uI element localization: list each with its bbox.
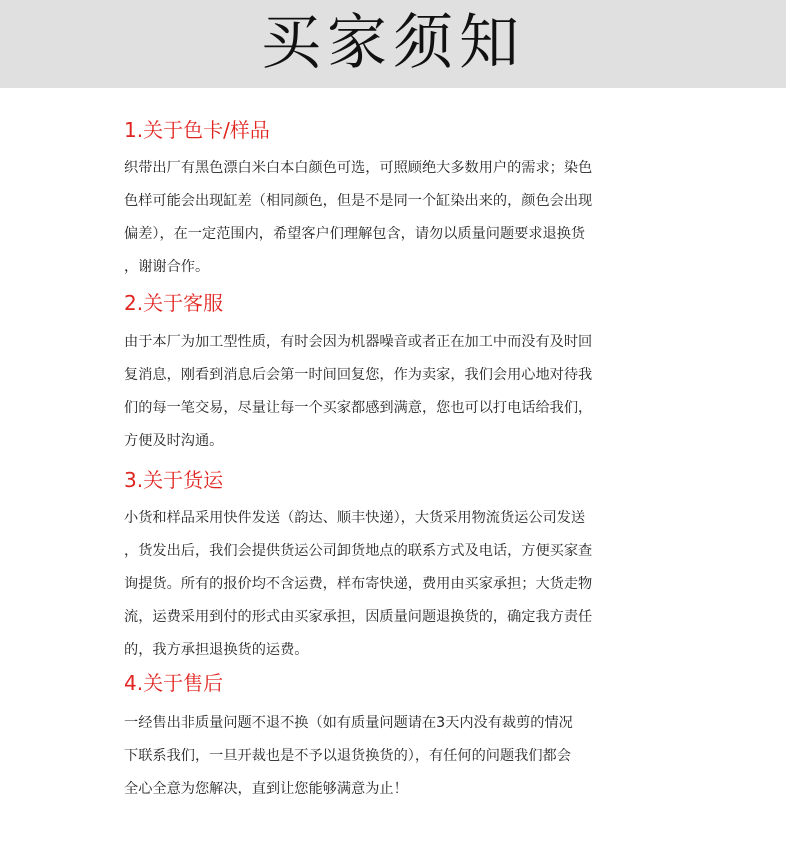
paragraph-line: 全心全意为您解决，直到让您能够满意为止！ — [124, 781, 408, 797]
section-body-color-card — [124, 152, 592, 284]
paragraph-line: 们的每一笔交易，尽量让每一个买家都感到满意，您也可以打电话给我们， — [124, 400, 593, 416]
paragraph-line: 织带出厂有黑色漂白米白本白颜色可选，可照顾绝大多数用户的需求；染色 — [124, 160, 593, 176]
paragraph-line: 偏差），在一定范围内，希望客户们理解包含，请勿以质量问题要求退换货 — [124, 226, 586, 242]
paragraph-line: 复消息，刚看到消息后会第一时间回复您，作为卖家，我们会用心地对待我 — [124, 367, 593, 383]
header-banner — [0, 0, 786, 88]
paragraph-line: 色样可能会出现缸差（相同颜色，但是不是同一个缸染出来的，颜色会出现 — [124, 193, 593, 209]
page-title: 买家须知 — [261, 8, 525, 78]
paragraph-line: 由于本厂为加工型性质，有时会因为机器噪音或者正在加工中而没有及时回 — [124, 334, 593, 350]
section-body-after-sales — [124, 707, 573, 806]
paragraph-line: 方便及时沟通。 — [124, 433, 224, 449]
paragraph-line: ，货发出后，我们会提供货运公司卸货地点的联系方式及电话，方便买家查 — [124, 543, 593, 559]
paragraph-line: 流，运费采用到付的形式由买家承担，因质量问题退换货的，确定我方责任 — [124, 609, 593, 625]
paragraph-line: 下联系我们，一旦开裁也是不予以退货换货的），有任何的问题我们都会 — [124, 748, 571, 764]
section-heading-shipping: 3.关于货运 — [124, 468, 224, 492]
section-body-customer-service — [124, 326, 592, 458]
paragraph-line: 一经售出非质量问题不退不换（如有质量问题请在3天内没有裁剪的情况 — [124, 715, 573, 731]
section-heading-after-sales: 4.关于售后 — [124, 671, 224, 695]
section-heading-customer-service: 2.关于客服 — [124, 291, 224, 315]
section-body-shipping — [124, 502, 592, 667]
paragraph-line: ，谢谢合作。 — [124, 259, 210, 275]
paragraph-line: 的，我方承担退换货的运费。 — [124, 642, 309, 658]
paragraph-line: 询提货。所有的报价均不含运费，样布寄快递，费用由买家承担；大货走物 — [124, 576, 593, 592]
section-heading-color-card: 1.关于色卡/样品 — [124, 118, 270, 142]
paragraph-line: 小货和样品采用快件发送（韵达、顺丰快递），大货采用物流货运公司发送 — [124, 510, 586, 526]
